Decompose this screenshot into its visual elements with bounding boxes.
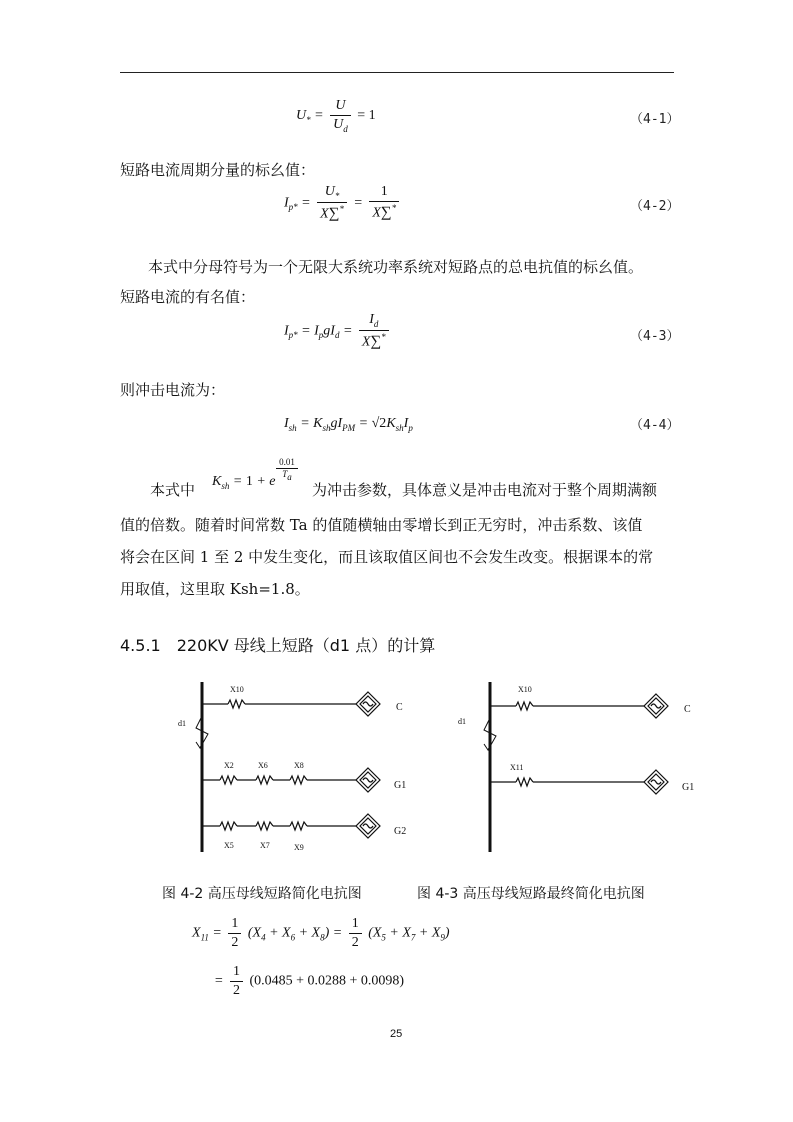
- paragraph-text: 短路电流的有名值：: [120, 288, 256, 306]
- x11-equation: $X_{11}$ = $\frac{1}{2}$ $(X_4 + X_6 + X_8)$ = $\frac{1}{2}$ $(X_5 + X_7 + X_9)$: [192, 916, 450, 950]
- paragraph-text: 值的倍数。随着时间常数 Ta 的值随横轴由零增长到正无穷时，冲击系数、该值: [120, 516, 643, 534]
- equation-number: （4-1）: [630, 112, 680, 127]
- reactance-label: X7: [260, 841, 270, 850]
- reactance-label: X5: [224, 841, 234, 850]
- paragraph-text: 则冲击电流为：: [120, 381, 226, 399]
- fault-label: d1: [178, 719, 186, 728]
- equation-4-2: $I_{p*}$ = $\frac{U_*}{X\sum^*}$ = $\frac{1}{X\sum^*}$: [284, 184, 402, 222]
- figure-4-3-diagram: [448, 676, 708, 856]
- reactance-label: X8: [294, 761, 304, 770]
- equation-number: （4-4）: [630, 418, 680, 433]
- paragraph-text: 用取值，这里取 Ksh=1.8。: [120, 580, 310, 598]
- figure-4-2-diagram: [160, 676, 420, 856]
- reactance-label: X6: [258, 761, 268, 770]
- source-label: C: [684, 704, 691, 715]
- section-heading: 4.5.1 220KV 母线上短路（d1 点）的计算: [120, 636, 436, 655]
- equation-4-3: $I_{p*} = I_pgI_d$ = $\frac{I_d}{X\sum^*}$: [284, 312, 392, 350]
- equation-4-1: $U_*$ = $\frac{U}{U_d}$ = 1: [296, 98, 376, 134]
- equation-number: （4-3）: [630, 329, 680, 344]
- source-label: G2: [394, 826, 407, 837]
- source-symbol: [356, 692, 380, 716]
- reactance-label: X9: [294, 843, 304, 852]
- reactance-label: X10: [230, 685, 244, 694]
- source-label: G1: [682, 782, 695, 793]
- figure-4-2-caption: 图 4-2 高压母线短路简化电抗图: [162, 886, 362, 902]
- header-rule: [120, 72, 674, 73]
- reactance-label: X11: [510, 763, 524, 772]
- fault-label: d1: [458, 717, 466, 726]
- source-label: G1: [394, 780, 407, 791]
- paragraph-text: 为冲击参数，具体意义是冲击电流对于整个周期满额: [312, 481, 658, 499]
- equation-number: （4-2）: [630, 199, 680, 214]
- source-label: C: [396, 702, 403, 713]
- ksh-exponent: 0.01 $T_a$: [276, 457, 298, 482]
- x11-values: = $\frac{1}{2}$ (0.0485 + 0.0288 + 0.0098): [214, 964, 405, 998]
- source-symbol: [356, 814, 380, 838]
- paragraph-text: 短路电流周期分量的标幺值：: [120, 161, 316, 179]
- reactance-label: X2: [224, 761, 234, 770]
- paragraph-text: 本式中: [150, 481, 196, 499]
- paragraph-text: 将会在区间 1 至 2 中发生变化，而且该取值区间也不会发生改变。根据课本的常: [120, 548, 654, 566]
- source-symbol: [356, 768, 380, 792]
- reactance-label: X10: [518, 685, 532, 694]
- paragraph-text: 本式中分母符号为一个无限大系统功率系统对短路点的总电抗值的标幺值。: [148, 258, 644, 276]
- figure-4-3-caption: 图 4-3 高压母线短路最终简化电抗图: [417, 886, 645, 902]
- page-number: 25: [390, 1028, 403, 1040]
- source-symbol: [644, 694, 668, 718]
- equation-4-4: $I_{sh} = K_{sh}gI_{PM} = √2K_{sh}I_p$: [284, 416, 413, 433]
- ksh-formula: $K_{sh} = 1 + e$: [212, 474, 276, 491]
- source-symbol: [644, 770, 668, 794]
